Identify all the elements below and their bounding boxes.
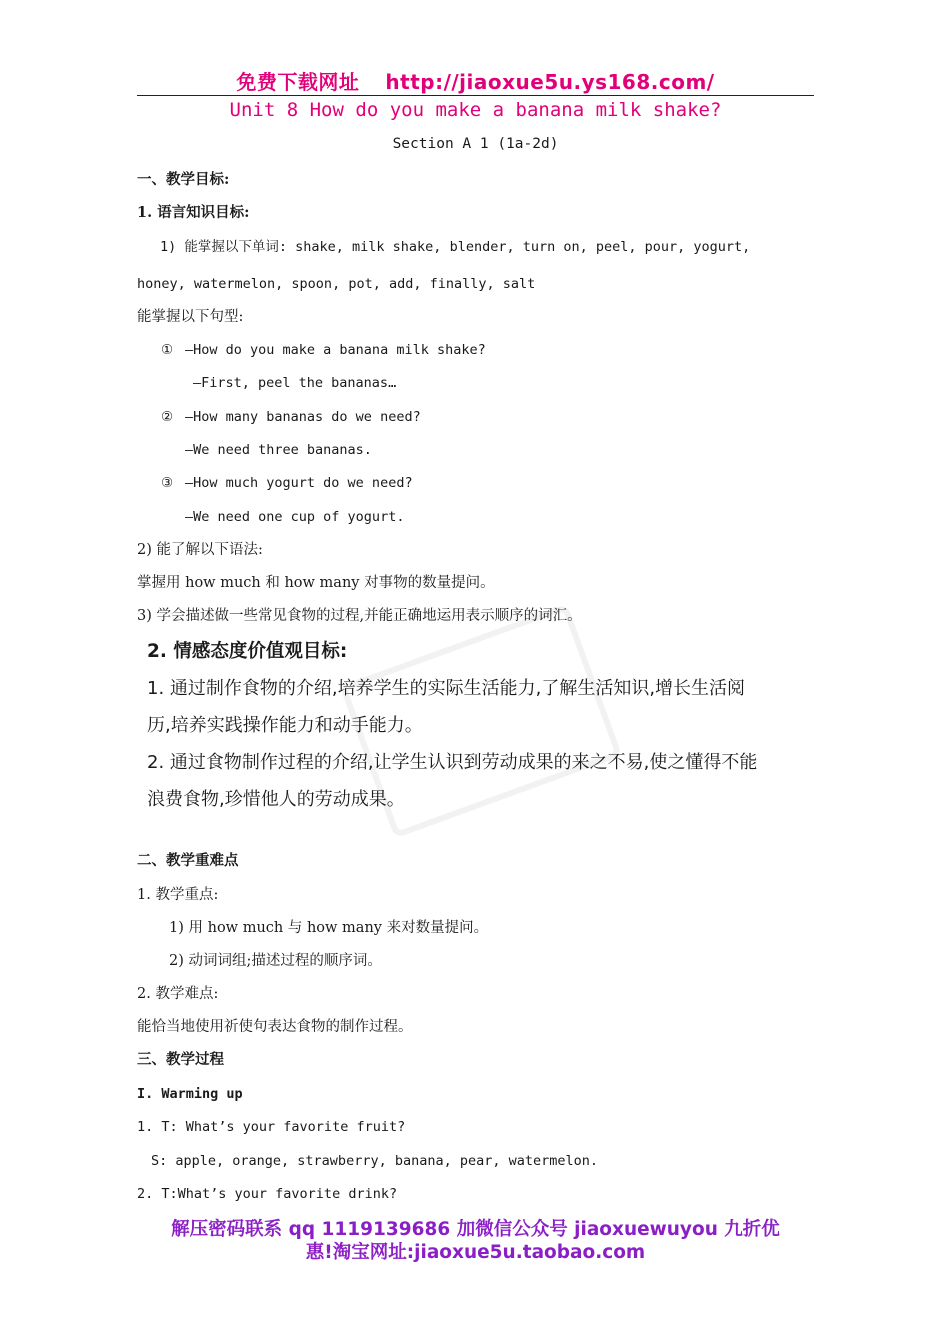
answer-1: S: apple, orange, strawberry, banana, pear, watermelon. bbox=[151, 1153, 599, 1169]
key-points-label: 1. 教学重点: bbox=[137, 887, 219, 903]
heading-key-points: 二、教学重难点 bbox=[137, 852, 239, 869]
header-download-link[interactable] bbox=[137, 66, 814, 95]
header-label: 免费下载网址 bbox=[236, 70, 360, 94]
sentence-3-question: ③ —How much yogurt do we need? bbox=[161, 475, 413, 491]
heading-teaching-process: 三、教学过程 bbox=[137, 1051, 224, 1068]
question-2: 2. T:What’s your favorite drink? bbox=[137, 1186, 398, 1202]
grammar-intro: 2) 能了解以下语法: bbox=[137, 542, 263, 558]
heading-objectives: 一、教学目标: bbox=[137, 171, 230, 188]
header-url[interactable]: http://jiaoxue5u.ys168.com/ bbox=[385, 70, 715, 94]
sentence-1-answer: —First, peel the bananas… bbox=[193, 375, 397, 391]
difficult-point-1: 能恰当地使用祈使句表达食物的制作过程。 bbox=[137, 1019, 413, 1035]
sentence-1-question: ① —How do you make a banana milk shake? bbox=[161, 342, 486, 358]
marker-2: ② bbox=[161, 409, 174, 425]
section-title: Section A 1 (1a-2d) bbox=[392, 136, 559, 152]
footer-line-2[interactable]: 惠!淘宝网址:jiaoxue5u.taobao.com bbox=[305, 1242, 646, 1263]
key-point-2: 2) 动词词组;描述过程的顺序词。 bbox=[169, 953, 382, 969]
heading-language-goals: 1. 语言知识目标: bbox=[137, 204, 250, 221]
unit-title: Unit 8 How do you make a banana milk shake? bbox=[229, 99, 722, 121]
sentence-intro: 能掌握以下句型: bbox=[137, 309, 244, 325]
describe-process: 3) 学会描述做一些常见食物的过程,并能正确地运用表示顺序的词汇。 bbox=[137, 608, 582, 624]
difficult-points-label: 2. 教学难点: bbox=[137, 986, 219, 1002]
affective-1-line-1: 1. 通过制作食物的介绍,培养学生的实际生活能力,了解生活知识,增长生活阅 bbox=[147, 678, 746, 699]
affective-1-line-2: 历,培养实践操作能力和动手能力。 bbox=[147, 715, 423, 736]
sentence-3-answer: —We need one cup of yogurt. bbox=[185, 509, 405, 525]
grammar-text: 掌握用 how much 和 how many 对事物的数量提问。 bbox=[137, 575, 495, 591]
faint-watermark bbox=[340, 604, 623, 839]
heading-affective-goals: 2. 情感态度价值观目标: bbox=[147, 641, 348, 662]
affective-2-line-2: 浪费食物,珍惜他人的劳动成果。 bbox=[147, 789, 405, 810]
sentence-2-question: ② —How many bananas do we need? bbox=[161, 409, 421, 425]
warming-up-heading: I. Warming up bbox=[137, 1086, 243, 1102]
question-1: 1. T: What’s your favorite fruit? bbox=[137, 1119, 406, 1135]
marker-1: ① bbox=[161, 342, 174, 358]
affective-2-line-1: 2. 通过食物制作过程的介绍,让学生认识到劳动成果的来之不易,使之懂得不能 bbox=[147, 752, 758, 773]
vocab-line-2: honey, watermelon, spoon, pot, add, finally, salt bbox=[137, 276, 536, 292]
marker-3: ③ bbox=[161, 475, 174, 491]
vocab-line-1: 1) 能掌握以下单词: shake, milk shake, blender, turn on, peel, pour, yogurt, bbox=[160, 239, 751, 255]
key-point-1: 1) 用 how much 与 how many 来对数量提问。 bbox=[169, 920, 489, 936]
header-rule bbox=[137, 95, 814, 96]
footer-line-1: 解压密码联系 qq 1119139686 加微信公众号 jiaoxuewuyou 九折优 bbox=[171, 1219, 780, 1240]
sentence-2-answer: —We need three bananas. bbox=[185, 442, 372, 458]
